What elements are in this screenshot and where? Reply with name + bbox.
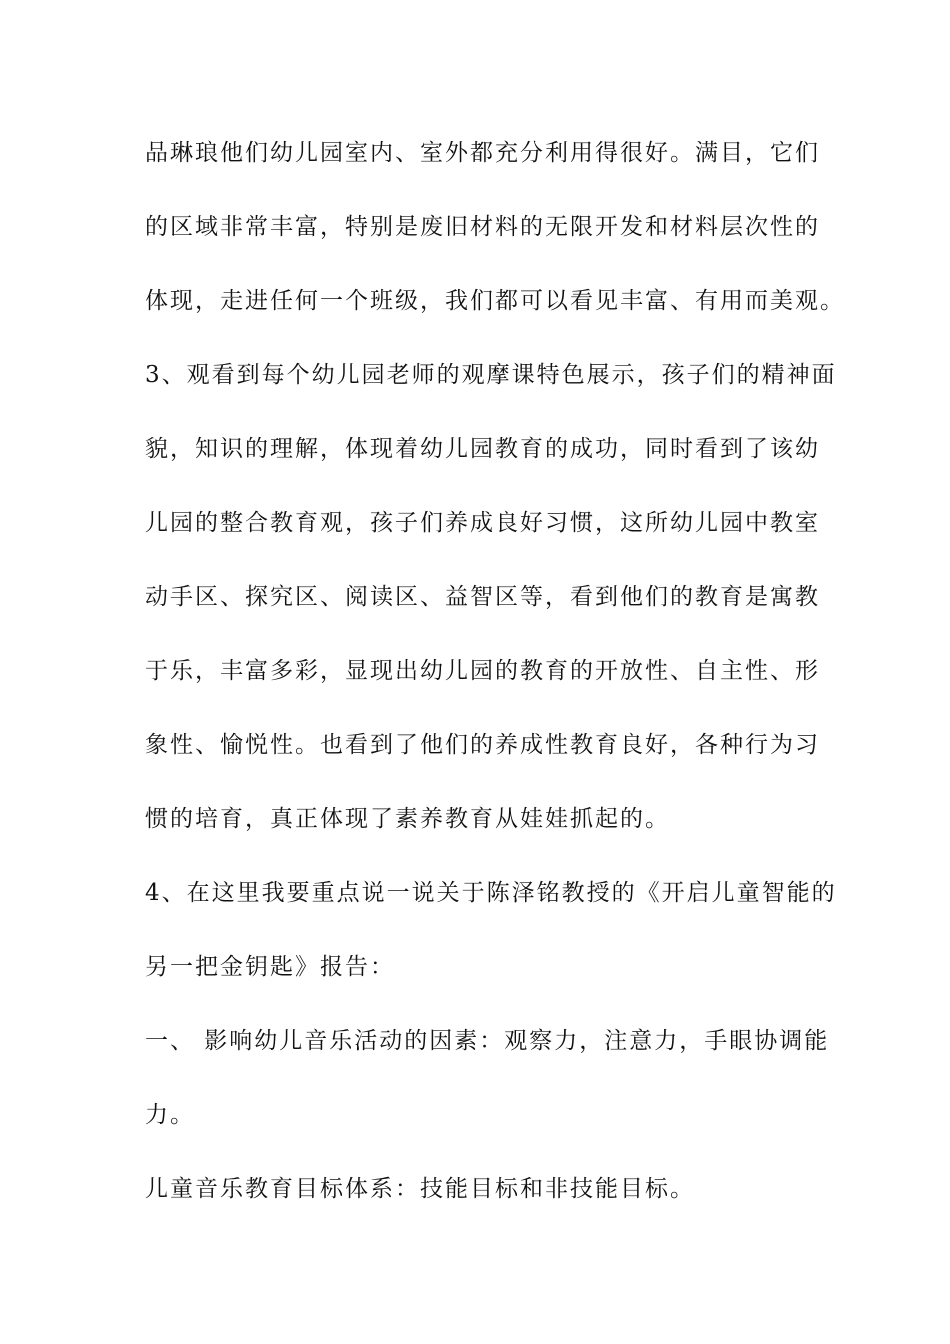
text-line: 一、 影响幼儿音乐活动的因素：观察力，注意力，手眼协调能: [145, 1028, 830, 1054]
text-line: 惯的培育，真正体现了素养教育从娃娃抓起的。: [145, 806, 670, 832]
text-line: 貌，知识的理解，体现着幼儿园教育的成功，同时看到了该幼: [145, 436, 820, 462]
text-line: 另一把金钥匙》报告：: [145, 954, 395, 980]
body-text: [145, 128, 845, 1238]
text-line: 品琳琅他们幼儿园室内、室外都充分利用得很好。满目，它们: [145, 140, 820, 166]
text-line: 儿园的整合教育观，孩子们养成良好习惯，这所幼儿园中教室: [145, 510, 820, 536]
text-line: 儿童音乐教育目标体系：技能目标和非技能目标。: [145, 1176, 695, 1202]
text-line: 4、在这里我要重点说一说关于陈泽铭教授的《开启儿童智能的: [145, 880, 837, 906]
text-line: 的区域非常丰富，特别是废旧材料的无限开发和材料层次性的: [145, 214, 820, 240]
text-line: 象性、愉悦性。也看到了他们的养成性教育良好，各种行为习: [145, 732, 820, 758]
text-line: 力。: [145, 1102, 195, 1128]
text-line: 3、观看到每个幼儿园老师的观摩课特色展示，孩子们的精神面: [145, 362, 837, 388]
text-line: 于乐，丰富多彩，显现出幼儿园的教育的开放性、自主性、形: [145, 658, 820, 684]
text-line: 体现，走进任何一个班级，我们都可以看见丰富、有用而美观。: [145, 288, 845, 314]
text-line: 动手区、探究区、阅读区、益智区等，看到他们的教育是寓教: [145, 584, 820, 610]
